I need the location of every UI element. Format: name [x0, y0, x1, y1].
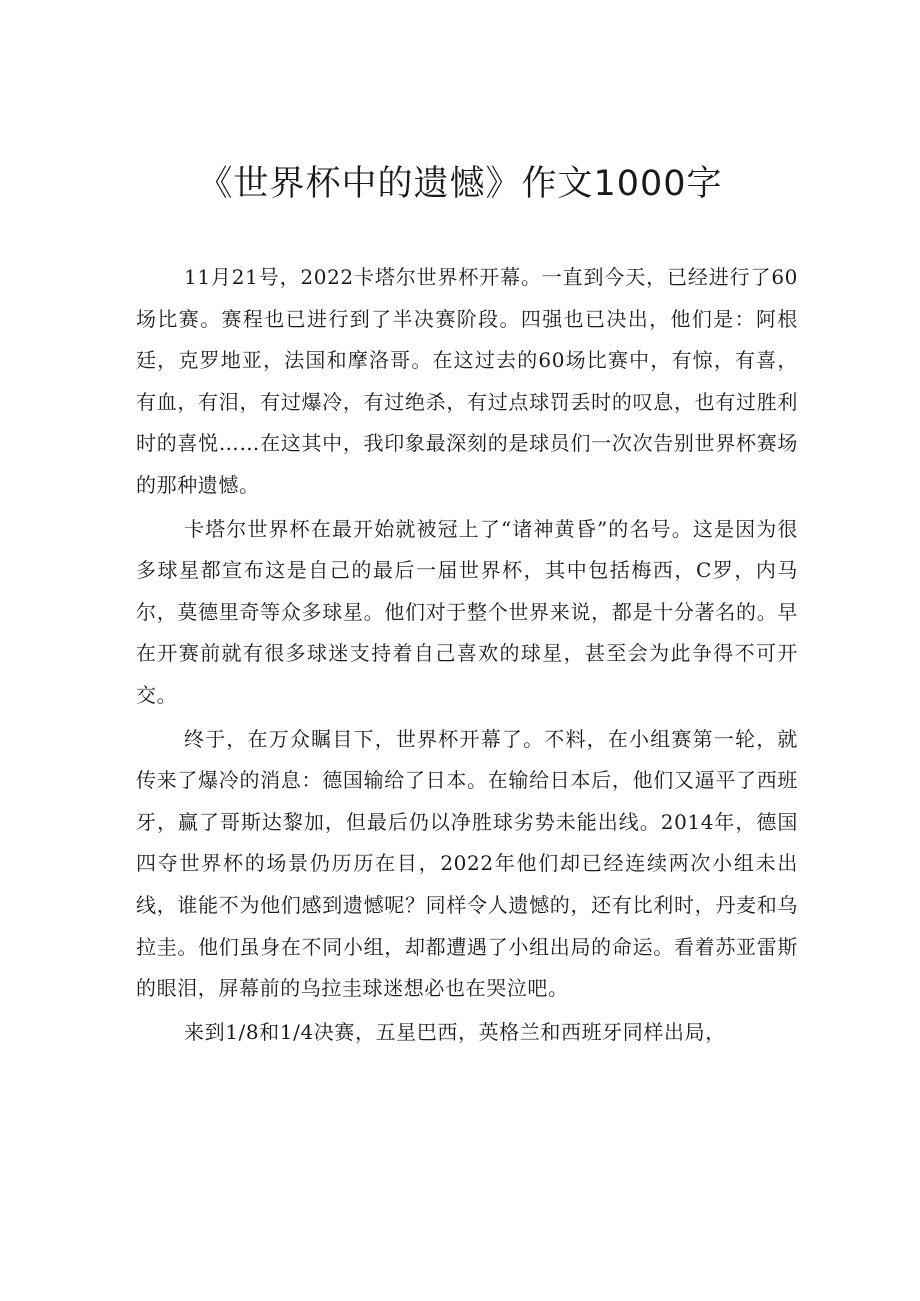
paragraph: 卡塔尔世界杯在最开始就被冠上了“诸神黄昏”的名号。这是因为很多球星都宣布这是自己的最后一届世界杯，其中包括梅西，C罗，内马尔，莫德里奇等众多球星。他们对于整个世界来说，都是十分著名的。早在开赛前就有很多球迷支持着自己喜欢的球星，甚至会为此争得不可开交。	[136, 516, 798, 707]
paragraph: 终于，在万众瞩目下，世界杯开幕了。不料，在小组赛第一轮，就传来了爆冷的消息：德国输给了日本。在输给日本后，他们又逼平了西班牙，赢了哥斯达黎加，但最后仍以净胜球劣势未能出线。2014年，德国四夺世界杯的场景仍历历在目，2022年他们却已经连续两次小组未出线，谁能不为他们感到遗憾呢？同样令人遗憾的，还有比利时，丹麦和乌拉圭。他们虽身在不同小组，却都遭遇了小组出局的命运。看着苏亚雷斯的眼泪，屏幕前的乌拉圭球迷想必也在哭泣吧。	[136, 726, 798, 1001]
paragraph: 11月21号，2022卡塔尔世界杯开幕。一直到今天，已经进行了60场比赛。赛程也已进行到了半决赛阶段。四强也已决出，他们是：阿根廷，克罗地亚，法国和摩洛哥。在这过去的60场比赛中，有惊，有喜，有血，有泪，有过爆冷，有过绝杀，有过点球罚丢时的叹息，也有过胜利时的喜悦……在这其中，我印象最深刻的是球员们一次次告别世界杯赛场的那种遗憾。	[136, 265, 798, 497]
paragraph: 来到1/8和1/4决赛，五星巴西，英格兰和西班牙同样出局，	[184, 1019, 726, 1044]
document-body	[136, 257, 798, 1055]
document-title: 《世界杯中的遗憾》作文1000字	[197, 164, 723, 204]
